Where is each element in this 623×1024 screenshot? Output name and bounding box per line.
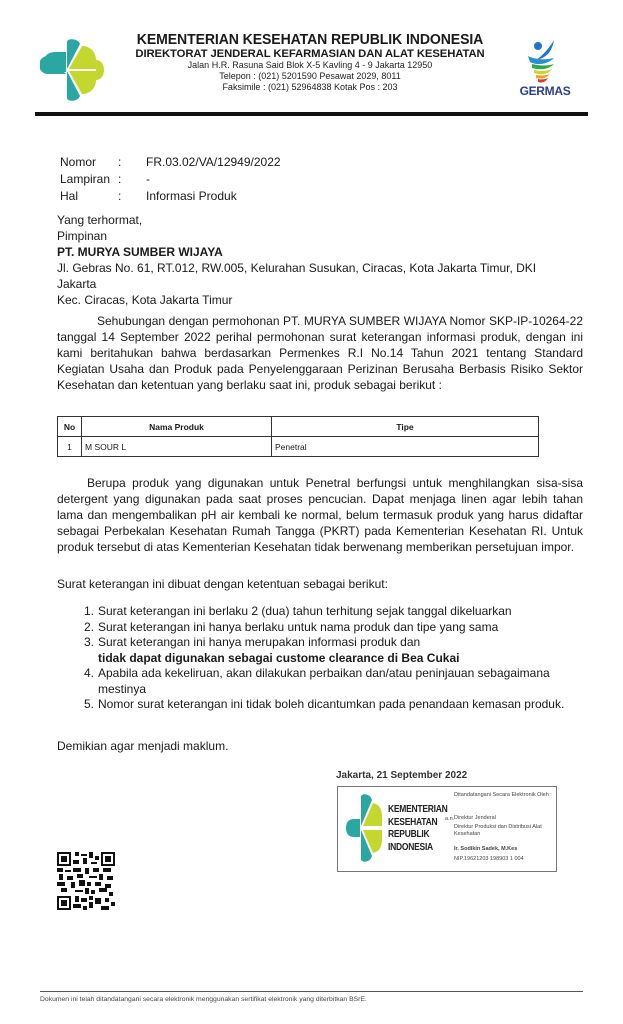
letterhead-text	[110, 33, 510, 93]
letterhead-fax: Faksimile : (021) 52964838 Kotak Pos : 203	[222, 82, 398, 92]
customs-disclaimer: tidak dapat digunakan sebagai custome clearance di Bea Cukai	[98, 650, 460, 665]
addressee-address-2: Jakarta	[57, 277, 97, 291]
addressee-company: PT. MURYA SUMBER WIJAYA	[57, 245, 223, 259]
cell-tipe: Penetral	[272, 437, 539, 457]
addressee-role: Pimpinan	[57, 229, 108, 243]
header-tipe: Tipe	[272, 417, 539, 437]
terms-intro: Surat keterangan ini dibuat dengan ketentuan sebagai berikut:	[57, 577, 388, 591]
addressee-block	[57, 212, 577, 308]
list-item: 5. Nomor surat keterangan ini tidak boleh dicantumkan pada penandaan kemasan produk.	[84, 697, 565, 711]
germas-label: GERMAS	[519, 84, 571, 98]
meta-row-hal: Hal : Informasi Produk	[60, 189, 237, 203]
kemenkes-logo-icon	[40, 38, 104, 102]
directorate-subtitle: DIREKTORAT JENDERAL KEFARMASIAN DAN ALAT KESEHATAN	[135, 48, 485, 60]
table-header-row	[58, 417, 539, 437]
body-paragraph-1: Sehubungan dengan permohonan PT. MURYA SUMBER WIJAYA Nomor SKP-IP-10264-22 tanggal 14 September 2022 perihal permohonan surat keterangan informasi produk, dengan ini kami beritahukan bahwa berdasarkan Permenkes R.I No.14 Tahun 2021 tentang Standard Kegiatan Usaha dan Produk pada Penyelenggaraan Perizinan Berusaha Berbasis Risiko Sektor Kesehatan dan ketentuan yang berlaku saat ini, produk sebagai berikut :	[57, 314, 583, 392]
signature-org-name: KEMENTERIAN KESEHATAN REPUBLIK INDONESIA	[388, 804, 448, 853]
meta-row-lampiran: Lampiran : -	[60, 172, 150, 186]
footer-esign-note: Dokumen ini telah ditandatangani secara elektronik menggunakan sertifikat elektronik yang diterbitkan BSrE.	[40, 996, 367, 1003]
terms-list	[84, 604, 574, 713]
kemenkes-stamp-logo-icon	[344, 793, 384, 863]
signer-position-2: Direktur Produksi dan Distribusi Alat Kesehatan	[454, 824, 542, 837]
letterhead-phone: Telepon : (021) 5201590 Pesawat 2029, 8011	[219, 71, 401, 81]
signer-position-1: Direktur Jenderal	[454, 815, 496, 821]
addressee-address-3: Kec. Ciracas, Kota Jakarta Timur	[57, 293, 233, 307]
closing-line: Demikian agar menjadi maklum.	[57, 739, 229, 753]
addressee-address-1: Jl. Gebras No. 61, RT.012, RW.005, Kelurahan Susukan, Ciracas, Kota Jakarta Timur, DKI	[57, 261, 537, 275]
list-item: 2. Surat keterangan ini hanya berlaku untuk nama produk dan tipe yang sama	[84, 619, 499, 634]
letterhead-address: Jalan H.R. Rasuna Said Blok X-5 Kavling 4 - 9 Jakarta 12950	[187, 60, 433, 70]
on-behalf-label: a.n.	[445, 816, 455, 822]
header-no: No	[58, 417, 82, 437]
letter-meta	[60, 154, 281, 205]
letterhead-divider	[35, 112, 588, 116]
list-item: 3. Surat keterangan ini hanya merupakan informasi produk dan tidak dapat digunakan sebagai custome clearance di Bea Cukai	[84, 635, 460, 665]
signer-nip: NIP.19621203 198903 1 004	[454, 856, 524, 862]
cell-no: 1	[58, 437, 82, 457]
table-row	[58, 437, 539, 457]
letter-number: FR.03.02/VA/12949/2022	[146, 155, 281, 169]
header-nama-produk: Nama Produk	[82, 417, 272, 437]
signature-place-date: Jakarta, 21 September 2022	[336, 770, 468, 781]
ministry-title: KEMENTERIAN KESEHATAN REPUBLIK INDONESIA	[136, 32, 484, 48]
footer-divider	[40, 991, 583, 992]
electronic-signature-box	[337, 786, 557, 872]
product-table	[57, 416, 539, 457]
signed-by-label: Ditandatangani Secara Elektronik Oleh :	[454, 792, 552, 798]
body-paragraph-2: Berupa produk yang digunakan untuk Penetral berfungsi untuk menghilangkan sisa-sisa detergent yang digunakan pada saat proses pencucian. Dapat menjaga linen agar lebih tahan lama dan mengembalikan pH air kembali ke normal, belum termasuk produk yang harus didaftar sebagai Perbekalan Kesehatan Rumah Tangga (PKRT) pada Kementerian Kesehatan RI. Untuk produk tersebut di atas Kementerian Kesehatan tidak berwenang memberikan persetujuan impor.	[57, 476, 583, 554]
qr-code-icon[interactable]	[57, 852, 115, 910]
list-item: 4. Apabila ada kekeliruan, akan dilakukan perbaikan dan/atau peninjauan sebagaimana mestinya	[84, 666, 550, 696]
salutation: Yang terhormat,	[57, 213, 143, 227]
list-item: 1. Surat keterangan ini berlaku 2 (dua) tahun terhitung sejak tanggal dikeluarkan	[84, 604, 512, 618]
signer-name: Ir. Sodikin Sadek, M.Kes	[454, 846, 518, 852]
letter-subject: Informasi Produk	[146, 189, 237, 203]
cell-nama-produk: M SOUR L	[82, 437, 272, 457]
meta-row-nomor: Nomor : FR.03.02/VA/12949/2022	[60, 155, 281, 169]
